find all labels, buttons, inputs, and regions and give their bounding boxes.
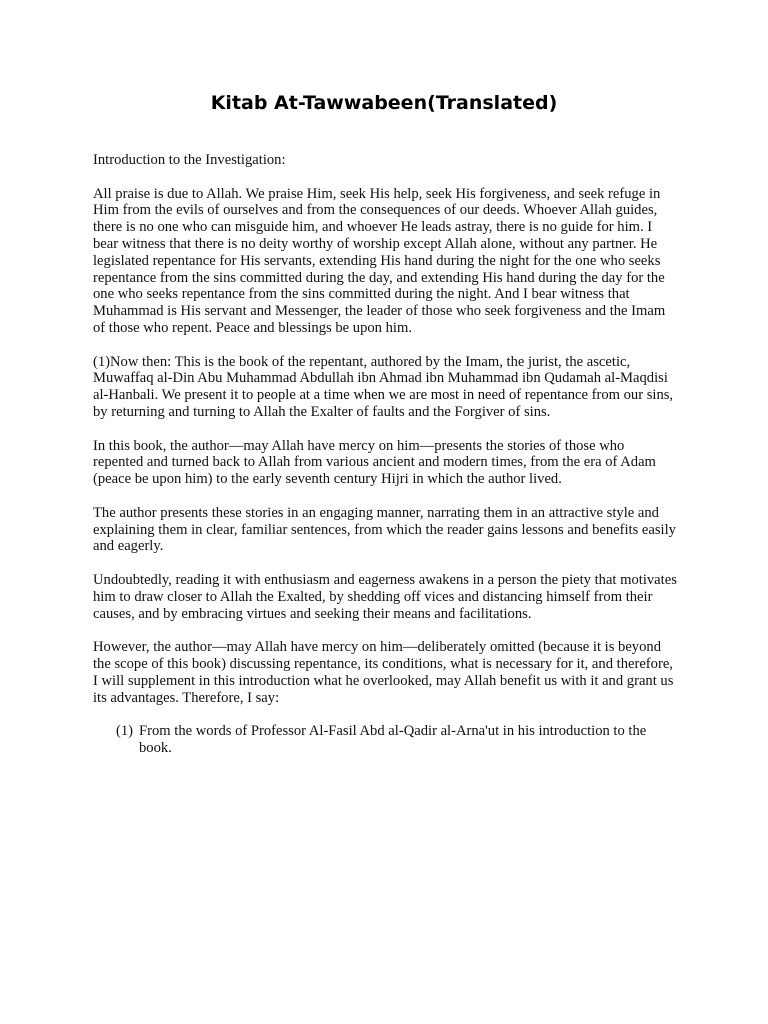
footnote [116, 723, 677, 757]
document-title: Kitab At-Tawwabeen(Translated) [210, 92, 558, 114]
document-body [93, 152, 677, 757]
paragraph: Undoubtedly, reading it with enthusiasm and eagerness awakens in a person the piety that motivates him to draw closer to Allah the Exalted, by shedding off vices and distancing himself from their causes, and by embracing virtues and seeking their means and facilitations. [93, 571, 677, 622]
paragraph: (1)Now then: This is the book of the repentant, authored by the Imam, the jurist, the ascetic, Muwaffaq al-Din Abu Muhammad Abdullah ibn Ahmad ibn Muhammad ibn Qudamah al-Maqdisi al-Hanbali. We present it to people at a time when we are most in need of repentance from our sins, by returning and turning to Allah the Exalter of faults and the Forgiver of sins. [93, 353, 674, 420]
footnote-text: From the words of Professor Al-Fasil Abd al-Qadir al-Arna'ut in his introduction to the book. [139, 723, 647, 756]
paragraph: The author presents these stories in an engaging manner, narrating them in an attractive style and explaining them in clear, familiar sentences, from which the reader gains lessons and benefits easily and eagerly. [93, 504, 676, 555]
footnote-number: (1) [116, 723, 134, 740]
paragraph: All praise is due to Allah. We praise Him, seek His help, seek His forgiveness, and seek refuge in Him from the evils of ourselves and from the consequences of our deeds. Whoever Allah guides, there is no one who can misguide him, and whoever He leads astray, there is no guide for him. I bear witness that there is no deity worthy of worship except Allah alone, without any partner. He legislated repentance for His servants, extending His hand during the night for the one who seeks repentance from the sins committed during the day, and extending His hand during the day for the one who seeks repentance from the sins committed during the night. And I bear witness that Muhammad is His servant and Messenger, the leader of those who seek forgiveness and the Imam of those who repent. Peace and blessings be upon him. [93, 185, 666, 336]
paragraph: In this book, the author—may Allah have mercy on him—presents the stories of those who repented and turned back to Allah from various ancient and modern times, from the era of Adam (peace be upon him) to the early seventh century Hijri in which the author lived. [93, 437, 656, 488]
paragraph-heading: Introduction to the Investigation: [93, 152, 286, 168]
paragraph: However, the author—may Allah have mercy on him—deliberately omitted (because it is beyond the scope of this book) discussing repentance, its conditions, what is necessary for it, and therefore, I will supplement in this introduction what he overlooked, may Allah benefit us with it and grant us its advantages. Therefore, I say: [93, 639, 674, 706]
